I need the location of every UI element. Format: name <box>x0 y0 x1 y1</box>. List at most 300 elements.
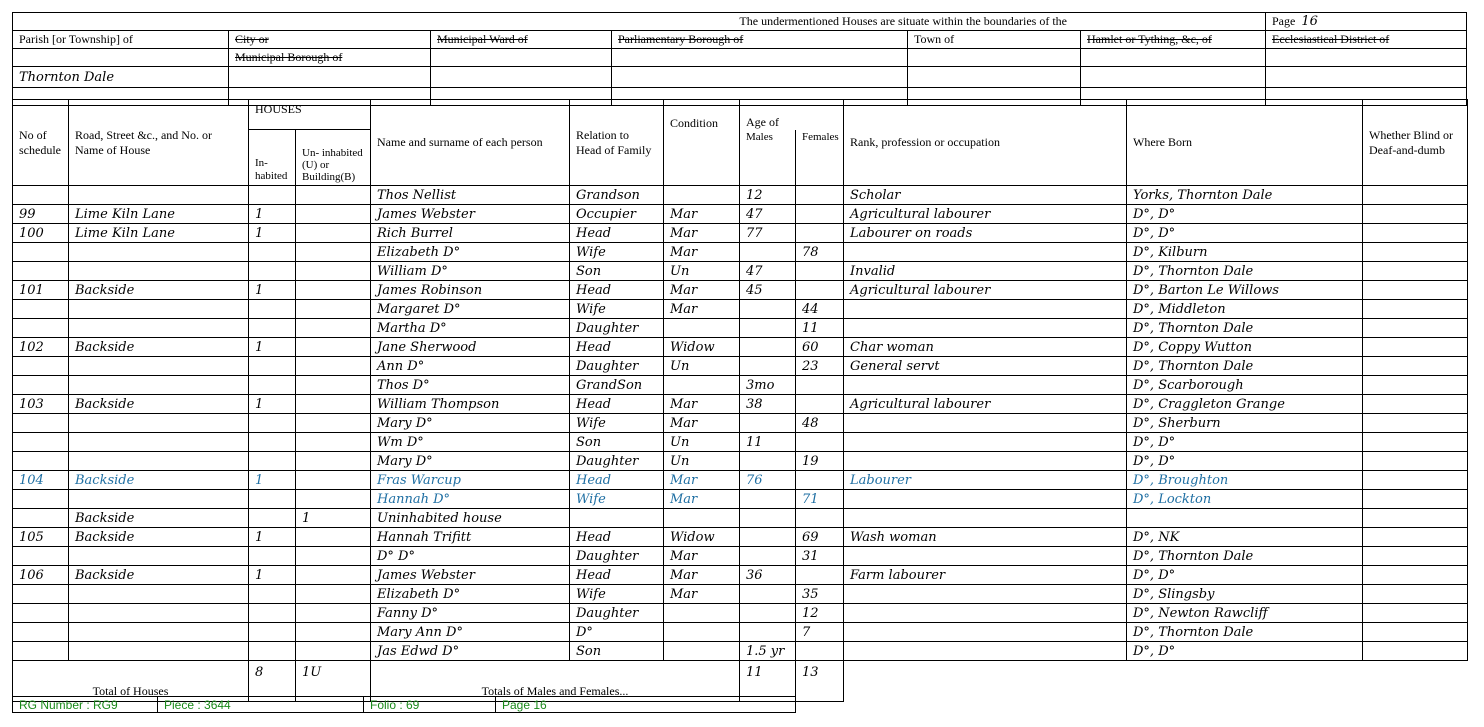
ward-label: Municipal Ward of <box>431 31 612 49</box>
road-cell <box>69 300 249 319</box>
road-cell: Backside <box>69 528 249 547</box>
total-persons-label: Totals of Males and Females... <box>371 661 740 702</box>
blind-cell <box>1363 452 1468 471</box>
table-row <box>13 547 1468 566</box>
ecclesiastical-label: Ecclesiastical District of <box>1266 31 1467 49</box>
road-cell <box>69 414 249 433</box>
schedule-cell <box>13 604 69 623</box>
schedule-cell <box>13 547 69 566</box>
uninhabited-cell <box>296 300 371 319</box>
occupation-cell <box>844 604 1127 623</box>
road-cell <box>69 262 249 281</box>
census-rows <box>13 186 1468 661</box>
blind-cell <box>1363 338 1468 357</box>
blind-cell <box>1363 585 1468 604</box>
uninhabited-cell <box>296 414 371 433</box>
col-blind: Whether Blind or Deaf-and-dumb <box>1363 100 1468 186</box>
occupation-cell <box>844 433 1127 452</box>
inhabited-cell <box>249 186 296 205</box>
occupation-cell <box>844 509 1127 528</box>
males-cell <box>740 300 796 319</box>
schedule-cell <box>13 433 69 452</box>
females-cell <box>796 642 844 661</box>
table-row <box>13 623 1468 642</box>
males-cell <box>740 452 796 471</box>
condition-cell: Mar <box>664 281 740 300</box>
born-cell: D°, Thornton Dale <box>1127 319 1363 338</box>
schedule-cell <box>13 490 69 509</box>
females-cell <box>796 376 844 395</box>
col-born: Where Born <box>1127 100 1363 186</box>
relation-cell: Wife <box>570 585 664 604</box>
inhabited-cell <box>249 509 296 528</box>
name-cell: Hannah D° <box>371 490 570 509</box>
inhabited-cell <box>249 623 296 642</box>
inhabited-cell <box>249 547 296 566</box>
condition-cell: Mar <box>664 205 740 224</box>
occupation-cell <box>844 642 1127 661</box>
schedule-cell <box>13 262 69 281</box>
name-cell: Thos Nellist <box>371 186 570 205</box>
born-cell: D°, NK <box>1127 528 1363 547</box>
uninhabited-cell <box>296 490 371 509</box>
females-cell: 12 <box>796 604 844 623</box>
road-cell: Backside <box>69 509 249 528</box>
folio-number: Folio : 69 <box>364 697 496 713</box>
name-cell: Margaret D° <box>371 300 570 319</box>
blind-cell <box>1363 433 1468 452</box>
females-cell: 78 <box>796 243 844 262</box>
uninhabited-cell <box>296 528 371 547</box>
schedule-cell: 104 <box>13 471 69 490</box>
name-cell: D° D° <box>371 547 570 566</box>
table-row <box>13 452 1468 471</box>
road-cell <box>69 186 249 205</box>
males-cell <box>740 490 796 509</box>
name-cell: Uninhabited house <box>371 509 570 528</box>
road-cell <box>69 585 249 604</box>
inhabited-cell: 1 <box>249 338 296 357</box>
uninhabited-cell <box>296 357 371 376</box>
uninhabited-cell <box>296 319 371 338</box>
col-name: Name and surname of each person <box>371 100 570 186</box>
relation-cell: Head <box>570 471 664 490</box>
born-cell: D°, Scarborough <box>1127 376 1363 395</box>
females-cell: 19 <box>796 452 844 471</box>
born-cell <box>1127 509 1363 528</box>
inhabited-cell <box>249 452 296 471</box>
females-cell <box>796 262 844 281</box>
uninhabited-cell <box>296 224 371 243</box>
table-row <box>13 319 1468 338</box>
table-row <box>13 490 1468 509</box>
town-label: Town of <box>908 31 1081 49</box>
females-cell: 35 <box>796 585 844 604</box>
schedule-cell <box>13 642 69 661</box>
table-row <box>13 262 1468 281</box>
name-cell: James Webster <box>371 205 570 224</box>
uninhabited-cell <box>296 262 371 281</box>
road-cell <box>69 547 249 566</box>
road-cell <box>69 490 249 509</box>
table-row <box>13 433 1468 452</box>
road-cell <box>69 642 249 661</box>
table-row <box>13 300 1468 319</box>
born-cell: D°, Broughton <box>1127 471 1363 490</box>
condition-cell: Mar <box>664 395 740 414</box>
females-cell <box>796 566 844 585</box>
road-cell: Lime Kiln Lane <box>69 224 249 243</box>
occupation-cell <box>844 547 1127 566</box>
blind-cell <box>1363 300 1468 319</box>
parish-label: Parish [or Township] of <box>13 31 229 49</box>
condition-cell <box>664 623 740 642</box>
occupation-cell: Wash woman <box>844 528 1127 547</box>
schedule-cell <box>13 414 69 433</box>
blind-cell <box>1363 509 1468 528</box>
uninhabited-cell <box>296 186 371 205</box>
born-cell: D°, D° <box>1127 452 1363 471</box>
males-cell <box>740 319 796 338</box>
males-cell <box>740 357 796 376</box>
uninhabited-cell <box>296 433 371 452</box>
females-cell <box>796 186 844 205</box>
name-cell: Thos D° <box>371 376 570 395</box>
uninhabited-cell <box>296 376 371 395</box>
females-cell: 71 <box>796 490 844 509</box>
footer-bar <box>12 696 796 713</box>
blank-cell <box>13 49 229 67</box>
females-cell: 7 <box>796 623 844 642</box>
name-cell: Mary D° <box>371 414 570 433</box>
condition-cell <box>664 509 740 528</box>
inhabited-cell: 1 <box>249 205 296 224</box>
uninhabited-cell <box>296 205 371 224</box>
hamlet-label: Hamlet or Tything, &c, of <box>1081 31 1266 49</box>
inhabited-cell: 1 <box>249 395 296 414</box>
city-label: City or <box>229 31 431 49</box>
females-cell: 44 <box>796 300 844 319</box>
table-row <box>13 528 1468 547</box>
occupation-cell: Agricultural labourer <box>844 205 1127 224</box>
relation-cell: Daughter <box>570 604 664 623</box>
table-row <box>13 414 1468 433</box>
blind-cell <box>1363 604 1468 623</box>
piece-number: Piece : 3644 <box>158 697 364 713</box>
blind-cell <box>1363 395 1468 414</box>
males-cell <box>740 585 796 604</box>
blind-cell <box>1363 414 1468 433</box>
relation-cell: Son <box>570 262 664 281</box>
table-row <box>13 566 1468 585</box>
males-cell <box>740 547 796 566</box>
relation-cell: D° <box>570 623 664 642</box>
name-cell: Rich Burrel <box>371 224 570 243</box>
uninhabited-cell <box>296 623 371 642</box>
males-cell <box>740 338 796 357</box>
table-row <box>13 395 1468 414</box>
schedule-cell <box>13 319 69 338</box>
col-houses: HOUSES <box>249 100 371 130</box>
condition-cell <box>664 642 740 661</box>
blind-cell <box>1363 281 1468 300</box>
born-cell: D°, Middleton <box>1127 300 1363 319</box>
name-cell: Fras Warcup <box>371 471 570 490</box>
name-cell: Hannah Trifitt <box>371 528 570 547</box>
occupation-cell: Farm labourer <box>844 566 1127 585</box>
relation-cell: Grandson <box>570 186 664 205</box>
males-cell <box>740 623 796 642</box>
relation-cell: Occupier <box>570 205 664 224</box>
name-cell: James Webster <box>371 566 570 585</box>
born-cell: D°, Thornton Dale <box>1127 262 1363 281</box>
name-cell: James Robinson <box>371 281 570 300</box>
born-cell: Yorks, Thornton Dale <box>1127 186 1363 205</box>
relation-cell: Head <box>570 338 664 357</box>
condition-cell: Mar <box>664 585 740 604</box>
schedule-cell: 103 <box>13 395 69 414</box>
parish-value: Thornton Dale <box>13 67 229 88</box>
born-cell: D°, D° <box>1127 566 1363 585</box>
females-cell: 11 <box>796 319 844 338</box>
inhabited-cell <box>249 642 296 661</box>
name-cell: Mary Ann D° <box>371 623 570 642</box>
condition-cell <box>664 376 740 395</box>
blind-cell <box>1363 262 1468 281</box>
blind-cell <box>1363 623 1468 642</box>
relation-cell: Wife <box>570 243 664 262</box>
schedule-cell <box>13 623 69 642</box>
road-cell <box>69 357 249 376</box>
name-cell: Elizabeth D° <box>371 243 570 262</box>
inhabited-cell: 1 <box>249 528 296 547</box>
relation-cell: Wife <box>570 414 664 433</box>
uninhabited-cell <box>296 547 371 566</box>
uninhabited-cell <box>296 243 371 262</box>
occupation-cell: Invalid <box>844 262 1127 281</box>
blind-cell <box>1363 642 1468 661</box>
name-cell: Mary D° <box>371 452 570 471</box>
blind-cell <box>1363 357 1468 376</box>
occupation-cell: Labourer <box>844 471 1127 490</box>
schedule-cell <box>13 376 69 395</box>
schedule-cell <box>13 452 69 471</box>
born-cell: D°, Thornton Dale <box>1127 623 1363 642</box>
col-condition: Condition <box>664 100 740 186</box>
females-cell: 60 <box>796 338 844 357</box>
name-cell: Ann D° <box>371 357 570 376</box>
blind-cell <box>1363 471 1468 490</box>
females-cell: 69 <box>796 528 844 547</box>
municipal-borough-label: Municipal Borough of <box>229 49 431 67</box>
total-houses-label: Total of Houses <box>13 661 249 702</box>
inhabited-cell: 1 <box>249 281 296 300</box>
inhabited-cell <box>249 357 296 376</box>
condition-cell: Mar <box>664 414 740 433</box>
inhabited-cell <box>249 414 296 433</box>
col-females: Females <box>796 130 844 186</box>
males-cell: 47 <box>740 205 796 224</box>
males-cell <box>740 414 796 433</box>
occupation-cell <box>844 300 1127 319</box>
males-cell <box>740 528 796 547</box>
condition-cell: Un <box>664 262 740 281</box>
name-cell: Jane Sherwood <box>371 338 570 357</box>
inhabited-cell <box>249 300 296 319</box>
blind-cell <box>1363 528 1468 547</box>
females-cell <box>796 205 844 224</box>
occupation-cell <box>844 243 1127 262</box>
col-schedule: No of schedule <box>13 100 69 186</box>
uninhabited-cell <box>296 585 371 604</box>
blind-cell <box>1363 547 1468 566</box>
col-inhabited: In- habited <box>249 130 296 186</box>
condition-cell: Widow <box>664 338 740 357</box>
males-cell: 38 <box>740 395 796 414</box>
blind-cell <box>1363 490 1468 509</box>
uninhabited-cell <box>296 471 371 490</box>
males-cell: 3mo <box>740 376 796 395</box>
road-cell: Lime Kiln Lane <box>69 205 249 224</box>
total-inhabited: 8 <box>249 661 296 702</box>
table-row <box>13 205 1468 224</box>
name-cell: Martha D° <box>371 319 570 338</box>
table-row <box>13 357 1468 376</box>
name-cell: Jas Edwd D° <box>371 642 570 661</box>
condition-cell <box>664 186 740 205</box>
schedule-cell: 99 <box>13 205 69 224</box>
blind-cell <box>1363 566 1468 585</box>
occupation-cell: Agricultural labourer <box>844 395 1127 414</box>
relation-cell: Head <box>570 281 664 300</box>
relation-cell: Daughter <box>570 452 664 471</box>
relation-cell: Daughter <box>570 319 664 338</box>
page-indicator <box>1266 13 1467 31</box>
born-cell: D°, Kilburn <box>1127 243 1363 262</box>
occupation-cell: Char woman <box>844 338 1127 357</box>
schedule-cell <box>13 509 69 528</box>
inhabited-cell <box>249 243 296 262</box>
relation-cell: Son <box>570 642 664 661</box>
road-cell: Backside <box>69 566 249 585</box>
census-table <box>12 99 1468 702</box>
name-cell: William Thompson <box>371 395 570 414</box>
page-label: Page <box>1272 14 1296 28</box>
females-cell <box>796 433 844 452</box>
occupation-cell: General servt <box>844 357 1127 376</box>
relation-cell: GrandSon <box>570 376 664 395</box>
females-cell <box>796 509 844 528</box>
schedule-cell <box>13 300 69 319</box>
col-uninhabited: Un- inhabited (U) or Building(B) <box>296 130 371 186</box>
blind-cell <box>1363 376 1468 395</box>
heading-table <box>12 12 1467 106</box>
males-cell: 11 <box>740 433 796 452</box>
uninhabited-cell <box>296 281 371 300</box>
relation-cell: Daughter <box>570 547 664 566</box>
males-cell: 47 <box>740 262 796 281</box>
uninhabited-cell: 1 <box>296 509 371 528</box>
table-row <box>13 338 1468 357</box>
table-row <box>13 186 1468 205</box>
table-row <box>13 509 1468 528</box>
condition-cell: Mar <box>664 566 740 585</box>
males-cell: 76 <box>740 471 796 490</box>
blind-cell <box>1363 205 1468 224</box>
occupation-cell <box>844 376 1127 395</box>
occupation-cell <box>844 490 1127 509</box>
born-cell: D°, Thornton Dale <box>1127 547 1363 566</box>
uninhabited-cell <box>296 452 371 471</box>
boundaries-title: The undermentioned Houses are situate within the boundaries of the <box>13 13 1266 31</box>
occupation-cell: Agricultural labourer <box>844 281 1127 300</box>
schedule-cell: 105 <box>13 528 69 547</box>
schedule-cell: 100 <box>13 224 69 243</box>
blind-cell <box>1363 224 1468 243</box>
parliamentary-label: Parliamentary Borough of <box>612 31 908 49</box>
road-cell <box>69 433 249 452</box>
condition-cell <box>664 604 740 623</box>
occupation-cell <box>844 414 1127 433</box>
relation-cell <box>570 509 664 528</box>
born-cell: D°, Sherburn <box>1127 414 1363 433</box>
females-cell: 31 <box>796 547 844 566</box>
inhabited-cell: 1 <box>249 566 296 585</box>
inhabited-cell: 1 <box>249 224 296 243</box>
page-number: 16 <box>1301 14 1318 29</box>
total-males: 11 <box>740 661 796 702</box>
road-cell: Backside <box>69 281 249 300</box>
col-males: Males <box>740 130 796 186</box>
males-cell <box>740 243 796 262</box>
table-row <box>13 224 1468 243</box>
schedule-cell <box>13 585 69 604</box>
born-cell: D°, Lockton <box>1127 490 1363 509</box>
females-cell: 23 <box>796 357 844 376</box>
occupation-cell <box>844 452 1127 471</box>
males-cell: 1.5 yr <box>740 642 796 661</box>
born-cell: D°, Coppy Wutton <box>1127 338 1363 357</box>
name-cell: William D° <box>371 262 570 281</box>
condition-cell: Mar <box>664 224 740 243</box>
schedule-cell: 101 <box>13 281 69 300</box>
blind-cell <box>1363 186 1468 205</box>
name-cell: Elizabeth D° <box>371 585 570 604</box>
relation-cell: Son <box>570 433 664 452</box>
females-cell: 48 <box>796 414 844 433</box>
footer-page: Page 16 <box>496 697 796 713</box>
females-cell <box>796 471 844 490</box>
schedule-cell <box>13 186 69 205</box>
inhabited-cell <box>249 490 296 509</box>
name-cell: Wm D° <box>371 433 570 452</box>
born-cell: D°, Craggleton Grange <box>1127 395 1363 414</box>
schedule-cell <box>13 357 69 376</box>
road-cell: Backside <box>69 338 249 357</box>
uninhabited-cell <box>296 395 371 414</box>
road-cell <box>69 452 249 471</box>
inhabited-cell: 1 <box>249 471 296 490</box>
inhabited-cell <box>249 376 296 395</box>
condition-cell: Mar <box>664 243 740 262</box>
road-cell <box>69 604 249 623</box>
born-cell: D°, D° <box>1127 205 1363 224</box>
schedule-cell: 102 <box>13 338 69 357</box>
blind-cell <box>1363 243 1468 262</box>
occupation-cell: Labourer on roads <box>844 224 1127 243</box>
relation-cell: Head <box>570 224 664 243</box>
occupation-cell <box>844 319 1127 338</box>
